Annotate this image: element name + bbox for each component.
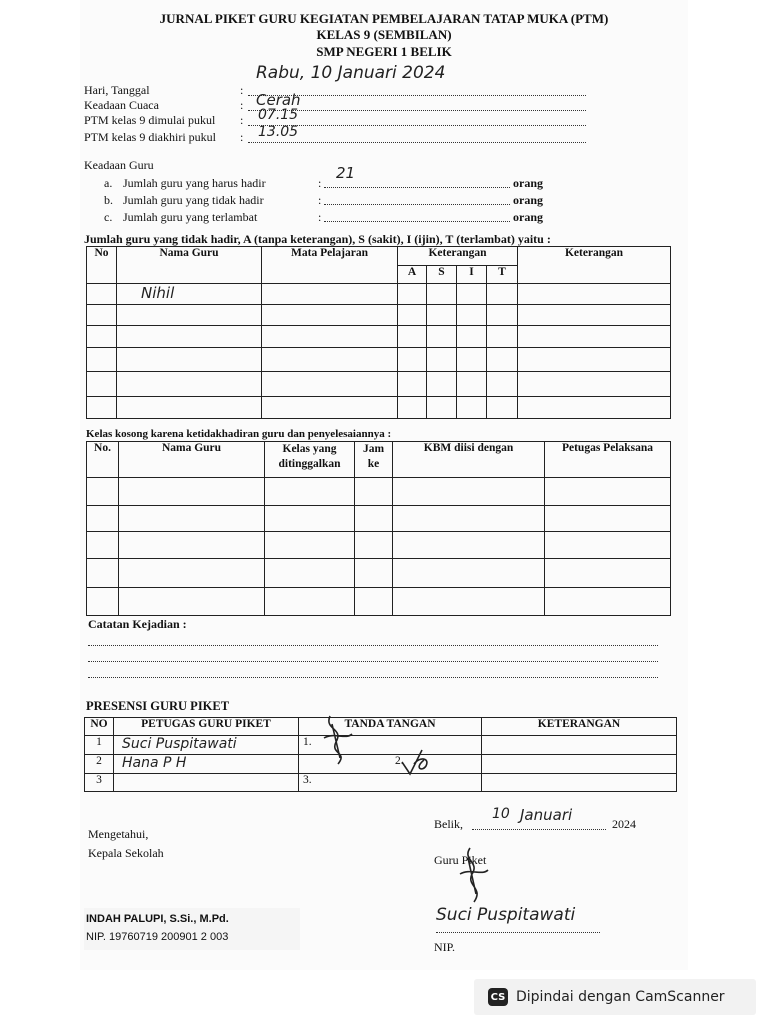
- teacher-count-label-late: Jumlah guru yang terlambat: [123, 210, 258, 224]
- signature-mark-2: [400, 746, 434, 776]
- teacher-count-label-present: Jumlah guru yang harus hadir: [123, 176, 266, 190]
- notes-line: [88, 677, 658, 678]
- signature-mark-duty: [456, 844, 492, 906]
- duty-teacher-label: Guru Piket: [434, 853, 487, 867]
- teacher-count-value-present: 21: [336, 164, 356, 182]
- absent-teacher-entry: Nihil: [117, 284, 262, 305]
- duty-officer-name: Hana P H: [114, 755, 299, 774]
- info-label-start: PTM kelas 9 dimulai pukul: [84, 113, 216, 127]
- info-value-start: 07.15: [258, 107, 299, 123]
- empty-class-table: No. Nama Guru Kelas yang ditinggalkan Jam ke KBM diisi dengan Petugas Pelaksana: [86, 441, 671, 616]
- info-value-date: Rabu, 10 Januari 2024: [256, 63, 446, 83]
- sign-date-year: 2024: [612, 817, 636, 831]
- table-row: [87, 305, 671, 326]
- table-row: 2 Hana P H 2.: [85, 755, 677, 774]
- info-label-end: PTM kelas 9 diakhiri pukul: [84, 130, 216, 144]
- duty-teacher-signature-name: Suci Puspitawati: [436, 905, 576, 925]
- teacher-status-title: Keadaan Guru: [84, 158, 154, 172]
- info-value-weather: Cerah: [256, 91, 301, 109]
- duty-attendance-title: PRESENSI GURU PIKET: [86, 699, 230, 713]
- table-row: 3 3.: [85, 774, 677, 792]
- notes-line: [88, 661, 658, 662]
- doc-subtitle-class: KELAS 9 (SEMBILAN): [316, 27, 452, 42]
- table-row: [87, 348, 671, 372]
- info-label-date: Hari, Tanggal: [84, 83, 150, 97]
- principal-title: Kepala Sekolah: [88, 846, 164, 860]
- absent-table-caption: Jumlah guru yang tidak hadir, A (tanpa keterangan), S (sakit), I (ijin), T (terlambat) yaitu :: [84, 232, 551, 246]
- table-row: [87, 559, 671, 588]
- table-row: [87, 326, 671, 348]
- empty-class-caption: Kelas kosong karena ketidakhadiran guru dan penyelesaiannya :: [86, 428, 392, 440]
- camscanner-icon: CS: [488, 988, 508, 1006]
- table-row: [87, 532, 671, 559]
- acknowledged-label: Mengetahui,: [88, 827, 149, 841]
- duty-teacher-nip: NIP.: [434, 940, 456, 954]
- sign-date-day: 10: [492, 806, 510, 822]
- info-value-end: 13.05: [258, 124, 299, 140]
- notes-line: [88, 645, 658, 646]
- camscanner-text: Dipindai dengan CamScanner: [516, 989, 725, 1005]
- table-row: [87, 372, 671, 397]
- info-label-weather: Keadaan Cuaca: [84, 98, 159, 112]
- notes-label: Catatan Kejadian :: [88, 617, 187, 631]
- duty-attendance-table: NO PETUGAS GURU PIKET TANDA TANGAN KETERANGAN 1 Suci Puspitawati 1. 2 Hana P H 2. 3 3.: [84, 717, 677, 792]
- table-row: 1 Suci Puspitawati 1.: [85, 736, 677, 755]
- place-label: Belik,: [434, 817, 463, 831]
- table-row: [87, 588, 671, 616]
- table-row: [87, 506, 671, 532]
- teacher-count-label-absent: Jumlah guru yang tidak hadir: [123, 193, 264, 207]
- signature-mark-1: [318, 712, 358, 770]
- principal-nip: NIP. 19760719 200901 2 003: [86, 931, 229, 943]
- doc-subtitle-school: SMP NEGERI 1 BELIK: [316, 44, 452, 59]
- table-row: [87, 397, 671, 419]
- absent-teachers-table: No Nama Guru Mata Pelajaran Keterangan Keterangan A S I T Nihil: [86, 246, 671, 419]
- table-row: [87, 284, 671, 305]
- camscanner-watermark: [474, 979, 756, 1015]
- doc-title: JURNAL PIKET GURU KEGIATAN PEMBELAJARAN TATAP MUKA (PTM): [159, 11, 609, 26]
- sign-date-month: Januari: [520, 806, 573, 824]
- duty-officer-name: Suci Puspitawati: [114, 736, 299, 755]
- table-row: [87, 478, 671, 506]
- principal-name: INDAH PALUPI, S.Si., M.Pd.: [86, 913, 229, 925]
